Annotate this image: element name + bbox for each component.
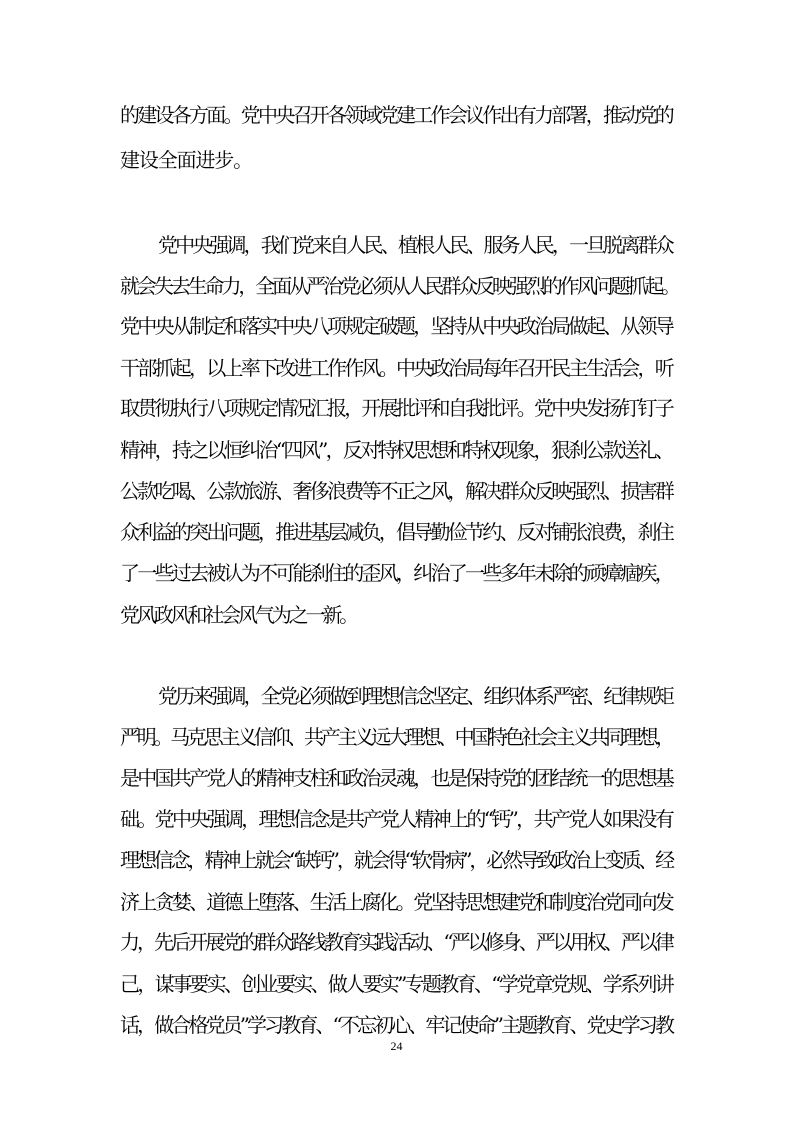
text-line-content: 就会失去生命力，全面从严治党必须从人民群众反映强烈的作风问题抓起。 <box>120 274 679 298</box>
text-line-content: 己，谋事要实、创业要实、做人要实”专题教育、“学党章党规、学系列讲 <box>120 972 673 996</box>
text-line-content: 众利益的突出问题，推进基层减负，倡导勤俭节约、反对铺张浪费，刹住 <box>120 520 672 544</box>
text-line-content: 础。党中央强调，理想信念是共产党人精神上的“钙”，共产党人如果没有 <box>120 807 673 831</box>
text-line <box>0 512 793 552</box>
text-line <box>0 758 793 798</box>
text-line-content: 理想信念，精神上就会“缺钙”，就会得“软骨病”，必然导致政治上变质、经 <box>120 848 673 872</box>
page-number: 24 <box>390 1039 403 1053</box>
text-line-content: 是中国共产党人的精神支柱和政治灵魂，也是保持党的团结统一的思想基 <box>120 766 672 790</box>
text-line-content: 建设全面进步。 <box>120 148 253 172</box>
text-line <box>0 553 793 593</box>
text-line <box>0 348 793 388</box>
text-line <box>0 225 793 265</box>
text-line <box>0 799 793 839</box>
text-line <box>0 471 793 511</box>
text-line <box>0 306 793 346</box>
text-line-content: 党中央从制定和落实中央八项规定破题，坚持从中央政治局做起、从领导 <box>120 314 672 338</box>
text-line <box>0 95 793 135</box>
text-line-content: 取贯彻执行八项规定情况汇报，开展批评和自我批评。党中央发扬钉钉子 <box>120 396 672 420</box>
text-line <box>0 388 793 428</box>
text-line <box>0 676 793 716</box>
text-line <box>0 717 793 757</box>
text-line-content: 党风政风和社会风气为之一新。 <box>120 603 357 627</box>
text-line-content: 了一些过去被认为不可能刹住的歪风，纠治了一些多年未除的顽瘴痼疾， <box>120 561 672 585</box>
text-line <box>0 840 793 880</box>
text-line-content: 的建设各方面。党中央召开各领域党建工作会议作出有力部署，推动党的 <box>120 103 672 127</box>
text-line-content: 严明。马克思主义信仰、共产主义远大理想、中国特色社会主义共同理想， <box>120 725 673 749</box>
text-line-content: 济上贪婪、道德上堕落、生活上腐化。党坚持思想建党和制度治党同向发 <box>120 890 672 914</box>
text-line-content: 公款吃喝、公款旅游、奢侈浪费等不正之风，解决群众反映强烈、损害群 <box>120 479 672 503</box>
text-line <box>0 595 793 635</box>
text-line <box>0 964 793 1004</box>
text-line <box>0 140 793 180</box>
text-line <box>0 430 793 470</box>
text-line-content: 党中央强调，我们党来自人民、植根人民、服务人民，一旦脱离群众 <box>158 233 672 257</box>
text-line-content: 党历来强调，全党必须做到理想信念坚定、组织体系严密、纪律规矩 <box>158 684 672 708</box>
text-line-content: 力，先后开展党的群众路线教育实践活动、“严以修身、严以用权、严以律 <box>120 930 672 954</box>
text-line <box>0 266 793 306</box>
text-line-content: 话，做合格党员”学习教育、“不忘初心、牢记使命”主题教育、党史学习教 <box>120 1013 673 1037</box>
text-line-content: 精神，持之以恒纠治“四风”，反对特权思想和特权现象，狠刹公款送礼、 <box>120 438 673 462</box>
text-line <box>0 922 793 962</box>
text-line <box>0 882 793 922</box>
text-line-content: 干部抓起，以上率下改进工作作风。中央政治局每年召开民主生活会，听 <box>120 356 672 380</box>
